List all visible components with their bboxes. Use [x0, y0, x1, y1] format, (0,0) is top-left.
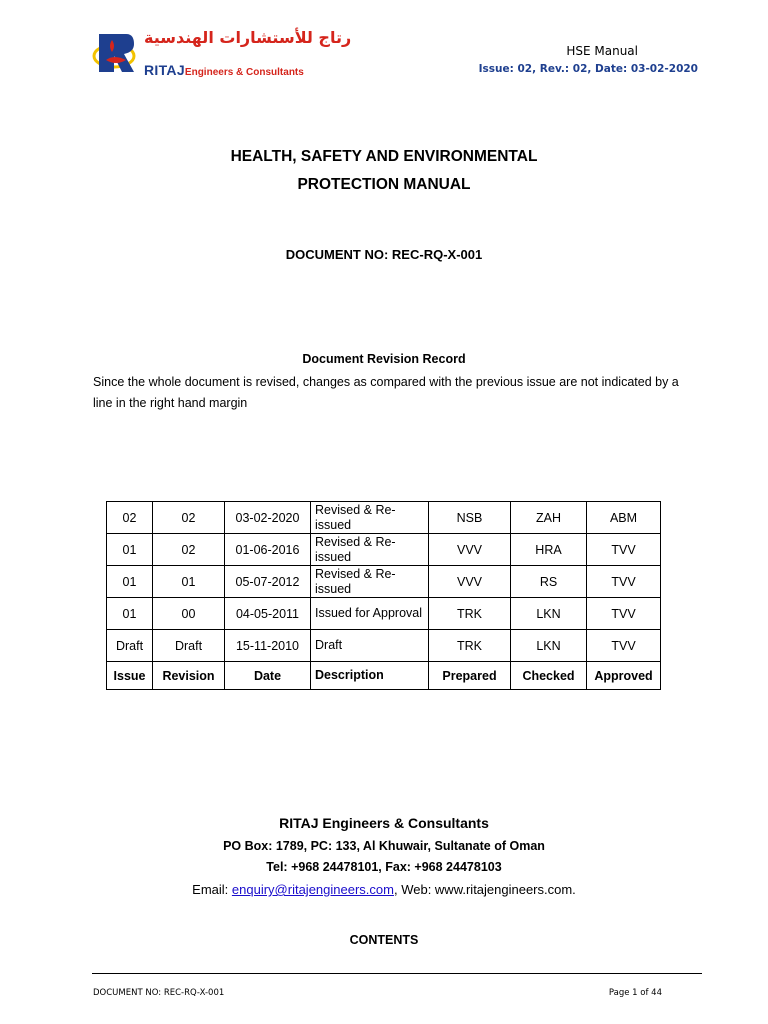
- column-header-revision: Revision: [153, 662, 225, 690]
- table-row: [107, 566, 661, 598]
- company-phone: Tel: +968 24478101, Fax: +968 24478103: [266, 860, 502, 874]
- cell-issue: 01: [107, 598, 153, 630]
- revision-table: [106, 501, 661, 690]
- cell-revision: 02: [153, 534, 225, 566]
- cell-issue: 01: [107, 566, 153, 598]
- cell-approved: ABM: [587, 502, 661, 534]
- cell-prepared: TRK: [429, 598, 511, 630]
- web-text: , Web: www.ritajengineers.com.: [393, 882, 576, 897]
- cell-issue: 02: [107, 502, 153, 534]
- document-number: DOCUMENT NO: REC-RQ-X-001: [285, 247, 483, 262]
- column-header-date: Date: [225, 662, 311, 690]
- column-header-prepared: Prepared: [429, 662, 511, 690]
- cell-checked: ZAH: [511, 502, 587, 534]
- logo-brand: RITAJ: [144, 62, 185, 78]
- table-header-row: [107, 662, 661, 690]
- email-label: Email:: [192, 882, 232, 897]
- column-header-approved: Approved: [587, 662, 661, 690]
- email-link[interactable]: enquiry@ritajengineers.com: [231, 882, 394, 897]
- cell-checked: HRA: [511, 534, 587, 566]
- table-row: [107, 598, 661, 630]
- cell-date: 04-05-2011: [225, 598, 311, 630]
- cell-approved: TVV: [587, 598, 661, 630]
- cell-revision: 01: [153, 566, 225, 598]
- title-line-1: HEALTH, SAFETY AND ENVIRONMENTAL: [230, 148, 538, 165]
- ritaj-logo-icon: [92, 30, 136, 76]
- cell-prepared: NSB: [429, 502, 511, 534]
- column-header-checked: Checked: [511, 662, 587, 690]
- company-name: RITAJ Engineers & Consultants: [279, 815, 489, 831]
- cell-date: 05-07-2012: [225, 566, 311, 598]
- header-manual: HSE Manual: [566, 44, 638, 58]
- title-line-2: PROTECTION MANUAL: [297, 176, 471, 193]
- cell-revision: Draft: [153, 630, 225, 662]
- contents-heading: CONTENTS: [349, 933, 419, 947]
- company-address: PO Box: 1789, PC: 133, Al Khuwair, Sultanate of Oman: [223, 839, 545, 853]
- table-row: [107, 630, 661, 662]
- cell-approved: TVV: [587, 566, 661, 598]
- footer-document-number: DOCUMENT NO: REC-RQ-X-001: [93, 988, 225, 998]
- logo-subtitle: Engineers & Consultants: [184, 67, 304, 78]
- logo-arabic-name: رتاج للأستشارات الهندسية: [144, 28, 352, 47]
- cell-date: 01-06-2016: [225, 534, 311, 566]
- table-row: [107, 534, 661, 566]
- revision-note: Since the whole document is revised, changes as compared with the previous issue are not indicated by a line in the right hand margin: [93, 375, 679, 410]
- cell-issue: Draft: [107, 630, 153, 662]
- cell-checked: RS: [511, 566, 587, 598]
- company-logo: [92, 28, 352, 80]
- cell-prepared: VVV: [429, 566, 511, 598]
- cell-prepared: TRK: [429, 630, 511, 662]
- cell-revision: 00: [153, 598, 225, 630]
- revision-heading: Document Revision Record: [302, 352, 466, 366]
- cell-checked: LKN: [511, 630, 587, 662]
- cell-approved: TVV: [587, 630, 661, 662]
- header-issue: Issue: 02, Rev.: 02, Date: 03-02-2020: [478, 63, 698, 75]
- cell-description: Revised & Re-issued: [311, 534, 429, 566]
- header-info: [479, 44, 698, 75]
- cell-description: Draft: [311, 630, 429, 662]
- cell-issue: 01: [107, 534, 153, 566]
- cell-revision: 02: [153, 502, 225, 534]
- column-header-issue: Issue: [107, 662, 153, 690]
- company-contact: [0, 882, 768, 897]
- cell-description: Revised & Re-issued: [311, 566, 429, 598]
- cell-date: 03-02-2020: [225, 502, 311, 534]
- cell-approved: TVV: [587, 534, 661, 566]
- logo-english-name: [144, 62, 304, 80]
- cell-prepared: VVV: [429, 534, 511, 566]
- cell-checked: LKN: [511, 598, 587, 630]
- table-row: [107, 502, 661, 534]
- cell-description: Revised & Re-issued: [311, 502, 429, 534]
- footer-divider: [92, 973, 702, 974]
- cell-description: Issued for Approval: [311, 598, 429, 630]
- column-header-description: Description: [311, 662, 429, 690]
- footer-page-number: Page 1 of 44: [608, 988, 662, 998]
- cell-date: 15-11-2010: [225, 630, 311, 662]
